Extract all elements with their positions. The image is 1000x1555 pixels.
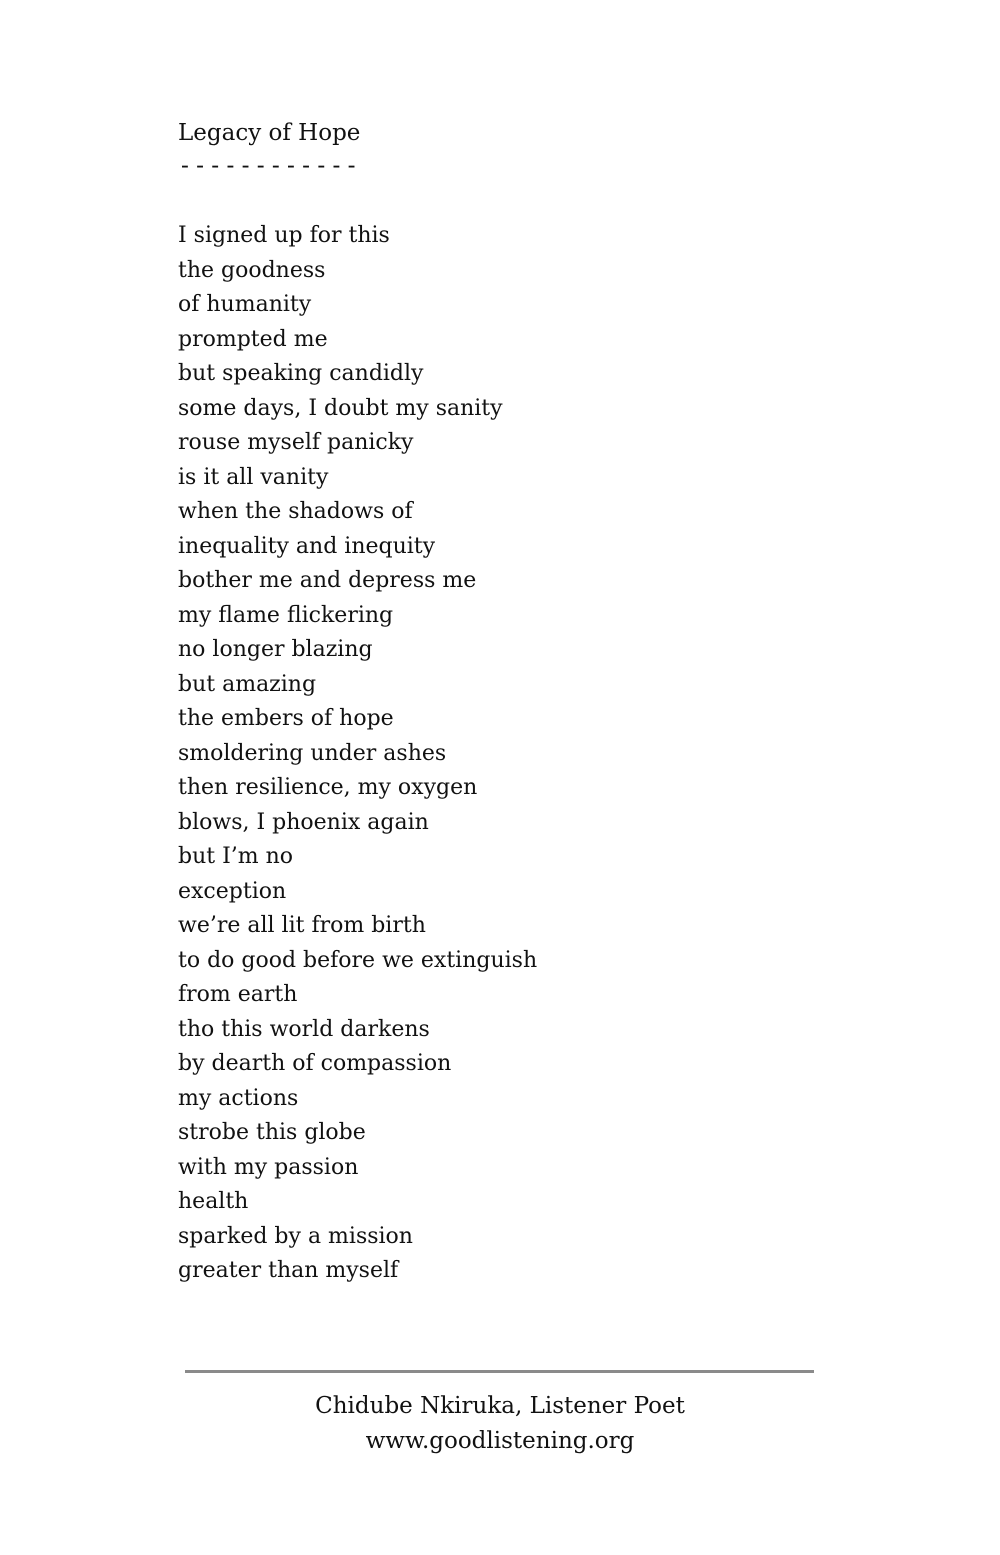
poem-line: but I’m no bbox=[178, 844, 294, 869]
poem-line: tho this world darkens bbox=[178, 1016, 430, 1042]
poem-line: exception bbox=[178, 878, 287, 904]
poem-line: the embers of hope bbox=[178, 706, 394, 731]
poem-line: to do good before we extinguish bbox=[178, 947, 538, 973]
poem-line: inequality and inequity bbox=[178, 533, 436, 559]
poem-line: strobe this globe bbox=[178, 1120, 366, 1145]
poem-line: by dearth of compassion bbox=[178, 1051, 452, 1076]
poem-line: with my passion bbox=[178, 1154, 359, 1180]
poem-body bbox=[178, 219, 537, 1289]
poem-line: I signed up for this bbox=[178, 223, 390, 248]
poem-line: of humanity bbox=[178, 292, 312, 317]
poem-line: sparked by a mission bbox=[178, 1223, 413, 1249]
poem-line: prompted me bbox=[178, 326, 328, 352]
footer-divider bbox=[185, 1370, 814, 1373]
poem-line: from earth bbox=[178, 982, 298, 1007]
poem-line: no longer blazing bbox=[178, 637, 373, 662]
poem-line: rouse myself panicky bbox=[178, 430, 414, 455]
poem-line: smoldering under ashes bbox=[178, 740, 447, 766]
poem-line: but amazing bbox=[178, 671, 317, 697]
poem-line: health bbox=[178, 1189, 249, 1214]
poem-line: we’re all lit from birth bbox=[178, 913, 426, 938]
poem-line: but speaking candidly bbox=[178, 361, 424, 386]
poem-line: some days, I doubt my sanity bbox=[178, 395, 503, 421]
poem-line: my flame flickering bbox=[178, 602, 394, 628]
title-underline: ------------ bbox=[178, 153, 360, 179]
poem-line: is it all vanity bbox=[178, 464, 329, 490]
poem-line: my actions bbox=[178, 1085, 299, 1111]
poem-line: bother me and depress me bbox=[178, 568, 477, 593]
author-credit: Chidube Nkiruka, Listener Poet bbox=[315, 1393, 685, 1419]
poem-line: the goodness bbox=[178, 257, 326, 283]
footer bbox=[0, 1389, 1000, 1459]
website-link[interactable]: www.goodlistening.org bbox=[365, 1428, 635, 1454]
poem-line: greater than myself bbox=[178, 1258, 399, 1283]
poem-line: blows, I phoenix again bbox=[178, 809, 429, 835]
poem-line: when the shadows of bbox=[178, 499, 413, 524]
poem-title: Legacy of Hope bbox=[178, 120, 361, 146]
poem-line: then resilience, my oxygen bbox=[178, 775, 478, 800]
